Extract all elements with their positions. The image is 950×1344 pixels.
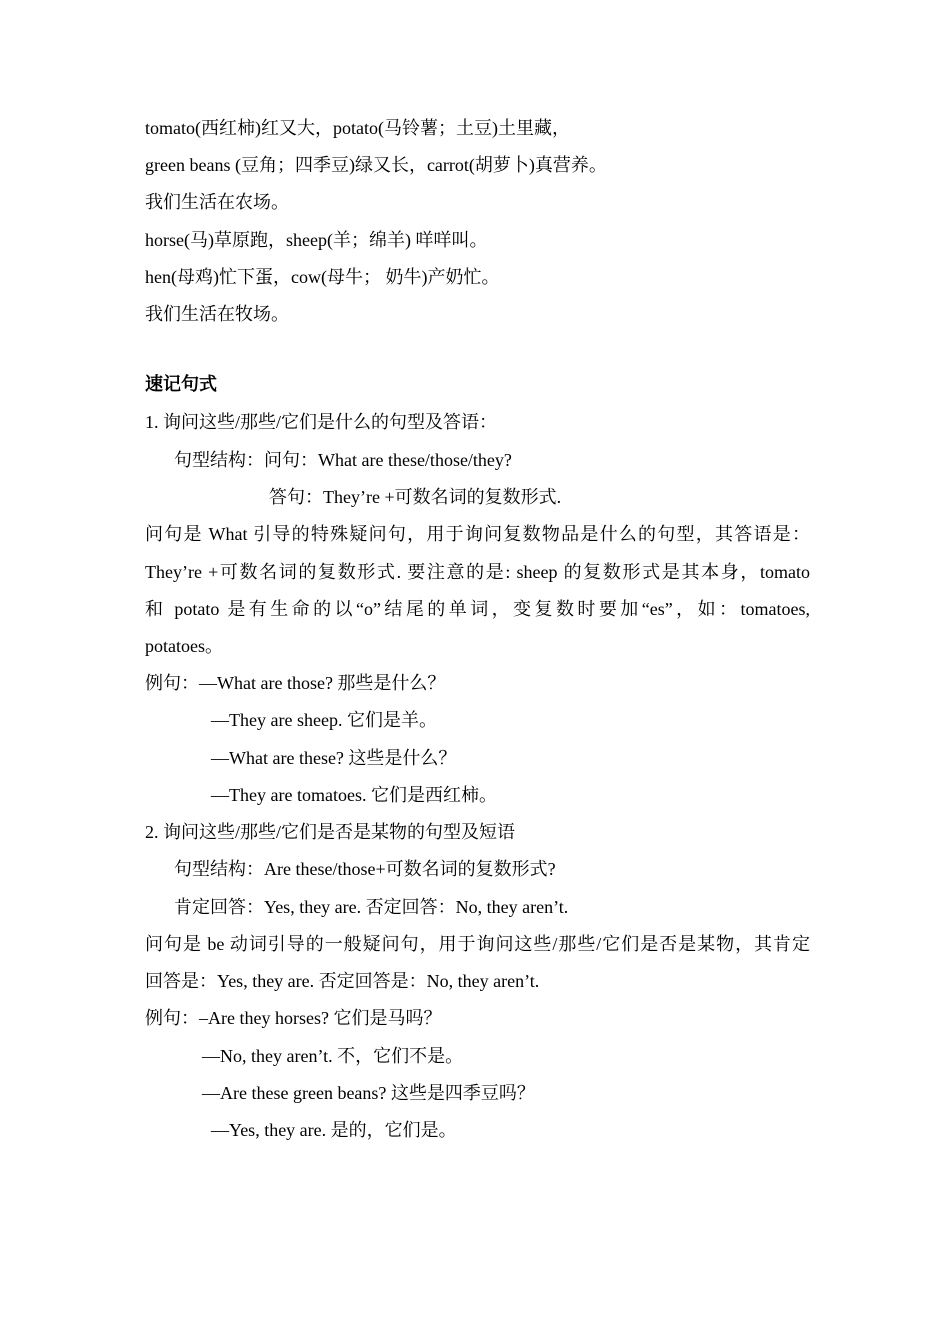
pattern1-explain-3: 和 potato 是有生命的以“o”结尾的单词，变复数时要加“es”，如：tomatoes, xyxy=(145,599,810,619)
pattern2-title: 2. 询问这些/那些/它们是否是某物的句型及短语 xyxy=(145,822,515,842)
rhyme-line-2: green beans (豆角；四季豆)绿又长，carrot(胡萝卜)真营养。 xyxy=(145,155,607,175)
pattern1-example-3: —What are these? 这些是什么？ xyxy=(211,748,457,768)
rhyme-line-4: horse(马)草原跑，sheep(羊；绵羊) 咩咩叫。 xyxy=(145,230,488,250)
pattern1-structure-answer: 答句：They’re +可数名词的复数形式. xyxy=(269,487,562,507)
pattern2-structure: 句型结构：Are these/those+可数名词的复数形式? xyxy=(174,859,556,879)
pattern1-example-4: —They are tomatoes. 它们是西红柿。 xyxy=(211,785,497,805)
section-heading: 速记句式 xyxy=(145,374,217,395)
pattern2-explain-2: 回答是：Yes, they are. 否定回答是：No, they aren’t. xyxy=(145,971,540,991)
pattern1-explain-4: potatoes。 xyxy=(145,636,223,656)
pattern1-explain-1: 问句是 What 引导的特殊疑问句，用于询问复数物品是什么的句型，其答语是： xyxy=(145,524,810,544)
pattern1-explain-2: They’re +可数名词的复数形式. 要注意的是: sheep 的复数形式是其本身，tomato xyxy=(145,562,810,582)
pattern2-example-2: —No, they aren’t. 不，它们不是。 xyxy=(202,1046,464,1066)
pattern1-example-1: 例句：—What are those? 那些是什么？ xyxy=(145,673,446,693)
rhyme-line-1: tomato(西红柿)红又大，potato(马铃薯；土豆)土里藏， xyxy=(145,118,570,138)
pattern2-example-4: —Yes, they are. 是的，它们是。 xyxy=(211,1120,457,1140)
pattern2-answers: 肯定回答：Yes, they are. 否定回答：No, they aren’t. xyxy=(174,897,569,917)
rhyme-line-5: hen(母鸡)忙下蛋，cow(母牛； 奶牛)产奶忙。 xyxy=(145,267,500,287)
pattern1-title: 1. 询问这些/那些/它们是什么的句型及答语： xyxy=(145,412,498,432)
rhyme-line-6: 我们生活在牧场。 xyxy=(145,304,289,324)
rhyme-line-3: 我们生活在农场。 xyxy=(145,192,289,212)
pattern2-example-3: —Are these green beans? 这些是四季豆吗？ xyxy=(202,1083,535,1103)
pattern2-explain-1: 问句是 be 动词引导的一般疑问句，用于询问这些/那些/它们是否是某物，其肯定 xyxy=(145,934,810,954)
pattern1-structure-question: 句型结构：问句：What are these/those/they? xyxy=(174,450,512,470)
pattern2-example-1: 例句：–Are they horses? 它们是马吗？ xyxy=(145,1008,442,1028)
pattern1-example-2: —They are sheep. 它们是羊。 xyxy=(211,710,437,730)
